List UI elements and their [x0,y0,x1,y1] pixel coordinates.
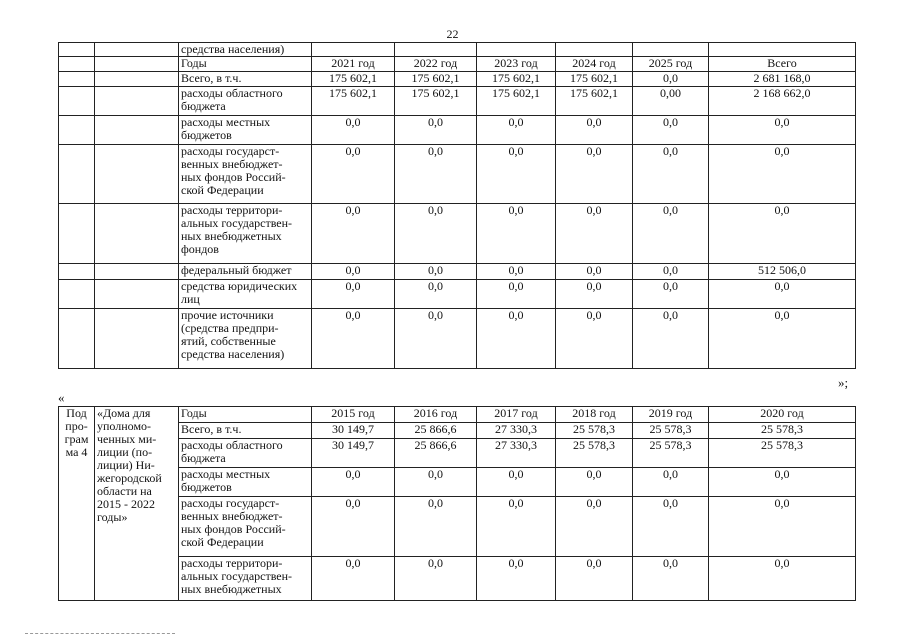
value-cell: 0,0 [312,497,395,557]
subprogram-4-table [58,406,856,601]
row-label-cell: Всего, в т.ч. [179,72,312,87]
table-row [59,116,856,145]
value-cell: 0,00 [633,87,709,116]
table-row [59,423,856,439]
value-cell: 0,0 [477,468,556,497]
value-cell: 0,0 [633,280,709,309]
value-cell: 0,0 [556,468,633,497]
row-label-cell: средства юридических лиц [179,280,312,309]
value-cell: 0,0 [477,280,556,309]
table-row [59,280,856,309]
value-cell: 0,0 [556,309,633,369]
row-label-cell: Годы [179,57,312,72]
empty-cell [59,264,95,280]
empty-cell [95,87,179,116]
empty-cell [95,309,179,369]
row-label-cell: прочие источники (средства предпри- ятий, собственные средства населения) [179,309,312,369]
value-cell: 0,0 [312,468,395,497]
value-cell: 2019 год [633,407,709,423]
empty-cell [59,87,95,116]
value-cell: 25 578,3 [556,423,633,439]
value-cell: 25 866,6 [395,439,477,468]
value-cell: 0,0 [709,497,856,557]
empty-cell [59,57,95,72]
value-cell: 0,0 [477,264,556,280]
value-cell: 25 578,3 [709,423,856,439]
row-label-cell: расходы территори- альных государствен- ных внебюджетных [179,557,312,601]
value-cell: 0,0 [709,145,856,204]
value-cell: 2 168 662,0 [709,87,856,116]
value-cell: 0,0 [395,204,477,264]
value-cell [477,43,556,57]
value-cell: 0,0 [395,116,477,145]
empty-cell [59,280,95,309]
value-cell: 0,0 [395,280,477,309]
value-cell: 0,0 [709,309,856,369]
value-cell: 0,0 [477,309,556,369]
value-cell: 2016 год [395,407,477,423]
subprogram-number-cell: Под про- грам ма 4 [59,407,95,601]
value-cell: 2017 год [477,407,556,423]
empty-cell [59,43,95,57]
row-label-cell: Всего, в т.ч. [179,423,312,439]
empty-cell [95,204,179,264]
row-label-cell: расходы местных бюджетов [179,116,312,145]
value-cell: 0,0 [395,264,477,280]
value-cell: 25 866,6 [395,423,477,439]
value-cell: 175 602,1 [477,72,556,87]
row-label-cell: федеральный бюджет [179,264,312,280]
value-cell: 2025 год [633,57,709,72]
value-cell: 0,0 [633,116,709,145]
value-cell: 2023 год [477,57,556,72]
empty-cell [95,72,179,87]
value-cell: 0,0 [477,497,556,557]
value-cell: 2018 год [556,407,633,423]
value-cell: 0,0 [477,204,556,264]
value-cell: 0,0 [395,145,477,204]
value-cell [395,43,477,57]
row-label-cell: расходы областного бюджета [179,87,312,116]
empty-cell [95,280,179,309]
financing-table-continued [58,42,856,369]
value-cell: 0,0 [395,468,477,497]
value-cell: 0,0 [709,557,856,601]
value-cell [633,43,709,57]
value-cell: 0,0 [556,145,633,204]
value-cell: 0,0 [556,497,633,557]
row-label-cell: средства населения) [179,43,312,57]
value-cell: 0,0 [312,264,395,280]
value-cell: 30 149,7 [312,439,395,468]
value-cell: 175 602,1 [477,87,556,116]
value-cell: 512 506,0 [709,264,856,280]
value-cell: 25 578,3 [709,439,856,468]
value-cell: 2020 год [709,407,856,423]
row-label-cell: расходы областного бюджета [179,439,312,468]
value-cell: 2 681 168,0 [709,72,856,87]
value-cell: 2024 год [556,57,633,72]
table-row [59,72,856,87]
value-cell: 0,0 [709,280,856,309]
value-cell: 0,0 [312,309,395,369]
value-cell: 2022 год [395,57,477,72]
value-cell: 175 602,1 [556,87,633,116]
table-row [59,145,856,204]
value-cell: 25 578,3 [633,439,709,468]
empty-cell [59,72,95,87]
row-label-cell: расходы государст- венных внебюджет- ных фондов Россий- ской Федерации [179,497,312,557]
subprogram-name-cell: «Дома для уполномо- ченных ми- лиции (по- лиции) Ни- жегородской области на 2015 - 2022 годы» [95,407,179,601]
table-row [59,204,856,264]
value-cell: 0,0 [395,497,477,557]
value-cell: 0,0 [633,264,709,280]
table-row [59,57,856,72]
page-number: 22 [446,27,459,41]
value-cell: 0,0 [633,72,709,87]
value-cell: 0,0 [633,145,709,204]
value-cell: 0,0 [709,468,856,497]
empty-cell [95,57,179,72]
table-row [59,309,856,369]
row-label-cell: расходы государст- венных внебюджет- ных фондов Россий- ской Федерации [179,145,312,204]
value-cell: 0,0 [312,116,395,145]
empty-cell [59,145,95,204]
value-cell: 2015 год [312,407,395,423]
value-cell: 0,0 [633,309,709,369]
value-cell: 0,0 [312,280,395,309]
table-row [59,557,856,601]
value-cell: 0,0 [312,145,395,204]
value-cell: 0,0 [633,468,709,497]
value-cell: 0,0 [395,557,477,601]
value-cell: 0,0 [312,557,395,601]
value-cell: 25 578,3 [633,423,709,439]
value-cell: 0,0 [556,264,633,280]
table-row [59,87,856,116]
value-cell: 0,0 [709,116,856,145]
table-row [59,407,856,423]
value-cell: 0,0 [556,557,633,601]
table-row [59,43,856,57]
closing-quote: »; [838,375,849,390]
table-row [59,439,856,468]
value-cell: 27 330,3 [477,423,556,439]
table-row [59,497,856,557]
value-cell: 175 602,1 [312,72,395,87]
table-row [59,264,856,280]
row-label-cell: Годы [179,407,312,423]
table-row [59,468,856,497]
value-cell: 0,0 [633,557,709,601]
value-cell: 0,0 [709,204,856,264]
value-cell: 175 602,1 [556,72,633,87]
value-cell: 27 330,3 [477,439,556,468]
empty-cell [95,145,179,204]
value-cell: 0,0 [633,497,709,557]
value-cell: 30 149,7 [312,423,395,439]
row-label-cell: расходы территори- альных государствен- ных внебюджетных фондов [179,204,312,264]
value-cell: 175 602,1 [312,87,395,116]
empty-cell [59,204,95,264]
value-cell: 0,0 [477,557,556,601]
value-cell [556,43,633,57]
value-cell: 0,0 [395,309,477,369]
value-cell: 2021 год [312,57,395,72]
value-cell: 175 602,1 [395,87,477,116]
value-cell: 175 602,1 [395,72,477,87]
value-cell: 0,0 [556,280,633,309]
value-cell: 0,0 [312,204,395,264]
value-cell: 0,0 [633,204,709,264]
value-cell: 0,0 [477,145,556,204]
empty-cell [59,116,95,145]
opening-quote: « [58,390,65,405]
scan-artifact-line [25,633,175,635]
value-cell: 25 578,3 [556,439,633,468]
value-cell: 0,0 [556,204,633,264]
empty-cell [95,43,179,57]
value-cell: 0,0 [556,116,633,145]
value-cell: Всего [709,57,856,72]
empty-cell [59,309,95,369]
value-cell [312,43,395,57]
empty-cell [95,116,179,145]
row-label-cell: расходы местных бюджетов [179,468,312,497]
value-cell [709,43,856,57]
empty-cell [95,264,179,280]
value-cell: 0,0 [477,116,556,145]
